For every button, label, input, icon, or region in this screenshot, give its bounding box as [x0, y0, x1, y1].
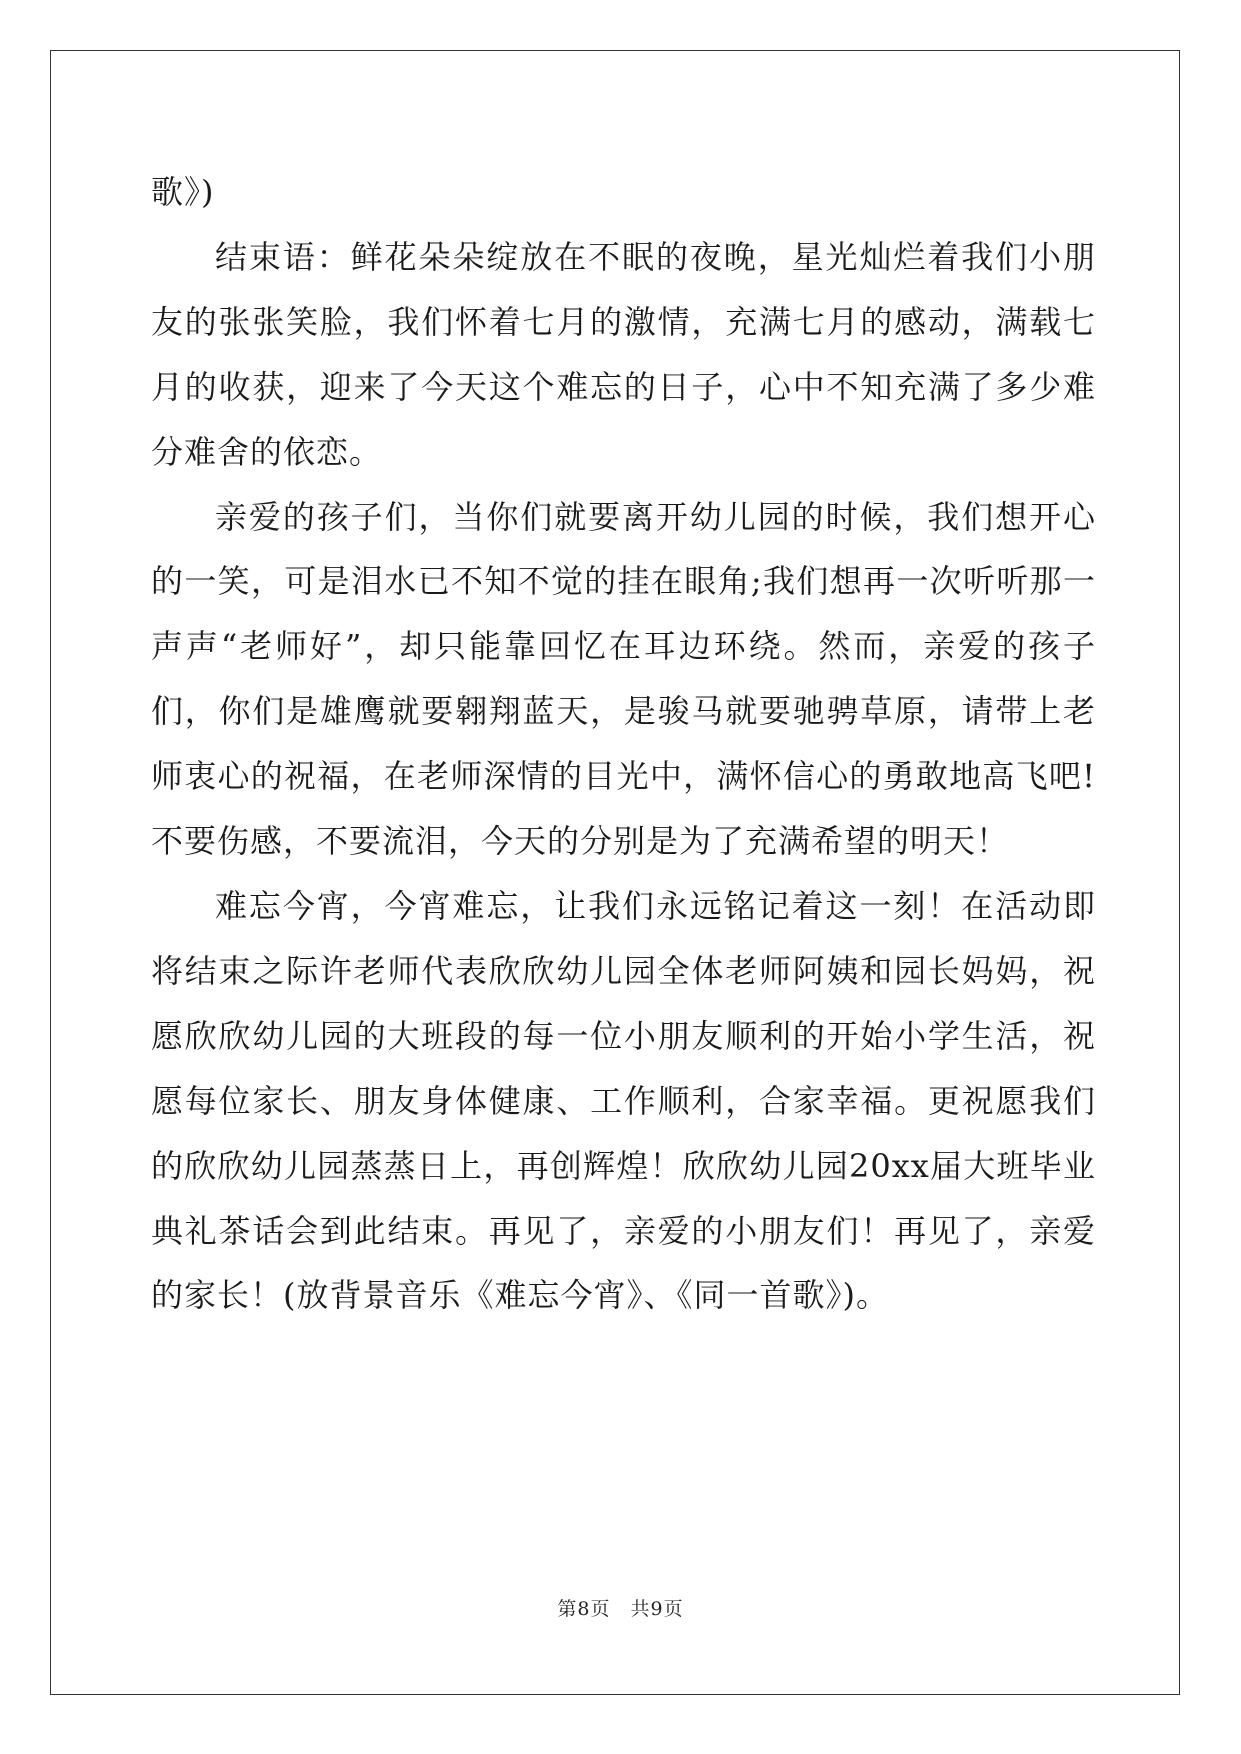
- paragraph-farewell: 难忘今宵，今宵难忘，让我们永远铭记着这一刻！在活动即将结束之际许老师代表欣欣幼儿园全体老师阿姨和园长妈妈，祝愿欣欣幼儿园的大班段的每一位小朋友顺利的开始小学生活，祝愿每位家长、朋友身体健康、工作顺利，合家幸福。更祝愿我们的欣欣幼儿园蒸蒸日上，再创辉煌！欣欣幼儿园20xx届大班毕业典礼茶话会到此结束。再见了，亲爱的小朋友们！再见了，亲爱的家长！(放背景音乐《难忘今宵》、《同一首歌》)。: [151, 886, 1096, 1315]
- document-body: [151, 160, 1096, 1328]
- paragraph-dear-children: 亲爱的孩子们，当你们就要离开幼儿园的时候，我们想开心的一笑，可是泪水已不知不觉的挂在眼角;我们想再一次听听那一声声“老师好”，却只能靠回忆在耳边环绕。然而，亲爱的孩子们，你们是雄鹰就要翱翔蓝天，是骏马就要驰骋草原，请带上老师衷心的祝福，在老师深情的目光中，满怀信心的勇敢地高飞吧!不要伤感，不要流泪，今天的分别是为了充满希望的明天！: [151, 497, 1096, 861]
- page-footer: [0, 1594, 1241, 1621]
- page-number-total: 共9页: [630, 1598, 684, 1620]
- paragraph-continuation: 歌》): [151, 173, 215, 211]
- paragraph-closing-remarks: 结束语：鲜花朵朵绽放在不眠的夜晚，星光灿烂着我们小朋友的张张笑脸，我们怀着七月的激情，充满七月的感动，满载七月的收获，迎来了今天这个难忘的日子，心中不知充满了多少难分难舍的依恋。: [151, 237, 1096, 471]
- page-number-current: 第8页: [557, 1598, 611, 1620]
